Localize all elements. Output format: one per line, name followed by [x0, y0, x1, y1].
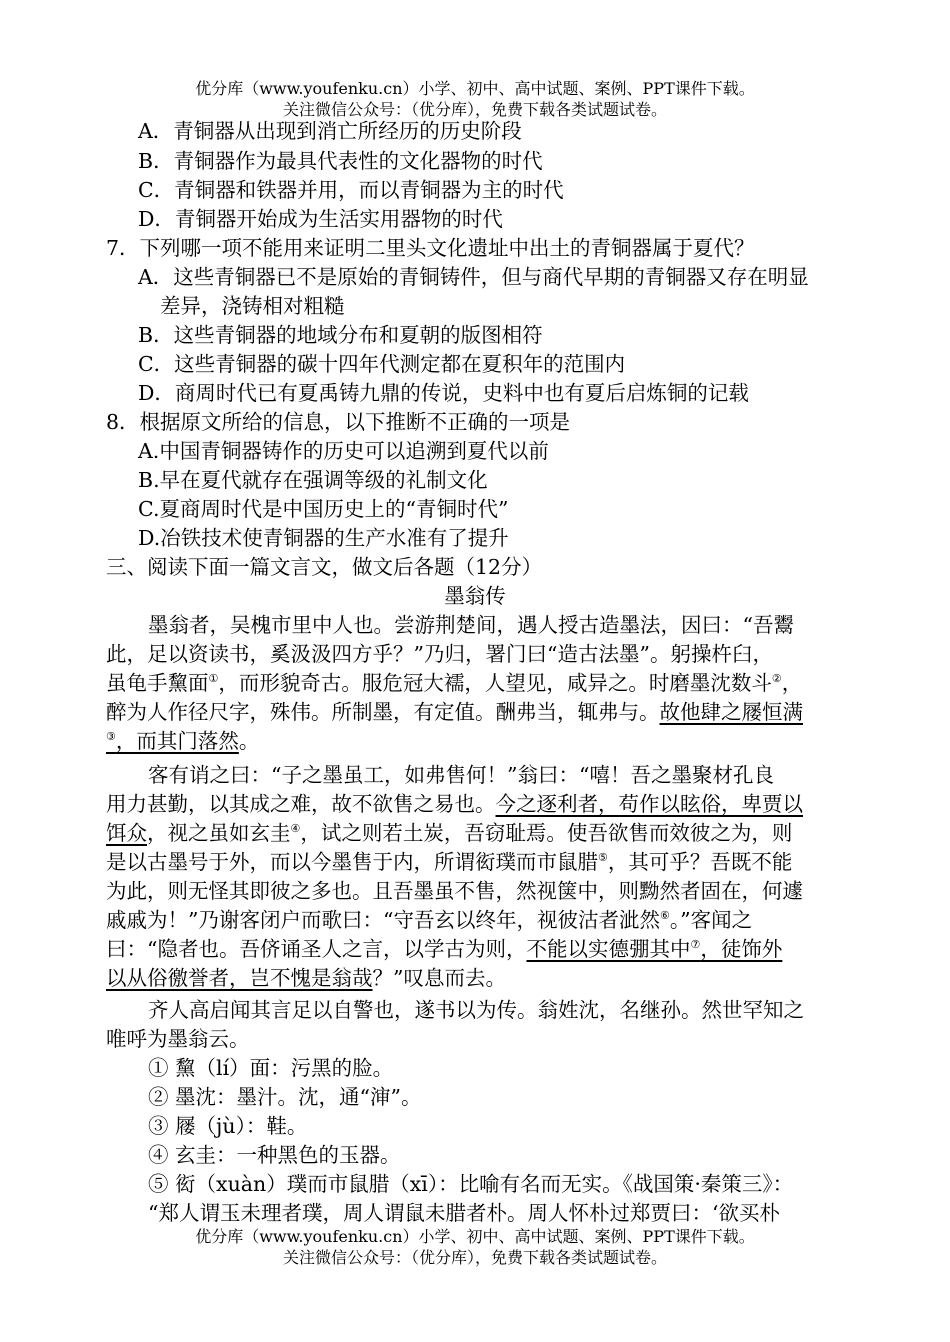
footnote-4: ④ 玄圭：一种黑色的玉器。 [148, 1143, 401, 1167]
p3-line-1: 齐人高启闻其言足以自警也，遂书以为传。翁姓沈，名继孙。然世罕知之 [148, 998, 804, 1022]
footnote-5: ⑤ 衒（xuàn）璞而市鼠腊（xī）：比喻有名而无实。《战国策·秦策三》： [148, 1172, 794, 1196]
q7-option-b: B．这些青铜器的地域分布和夏朝的版图相符 [138, 323, 543, 347]
note-ref-2: ② [771, 672, 782, 685]
footnote-5-cont: “郑人谓玉未理者璞，周人谓鼠未腊者朴。周人怀朴过郑贾曰：‘欲买朴 [148, 1201, 780, 1225]
q6-option-d: D．青铜器开始成为生活实用器物的时代 [138, 207, 503, 231]
underlined-sentence-1: 故他肆之屦恒满 [659, 700, 803, 724]
q7-option-a: A．这些青铜器已不是原始的青铜铸件，但与商代早期的青铜器又存在明显 [138, 265, 809, 289]
note-ref-7: ⑦ [690, 938, 701, 951]
section-3-heading: 三、阅读下面一篇文言文，做文后各题（12分） [106, 555, 543, 579]
q7-stem: 7．下列哪一项不能用来证明二里头文化遗址中出土的青铜器属于夏代？ [106, 236, 755, 260]
q6-option-c: C．青铜器和铁器并用，而以青铜器为主的时代 [138, 178, 564, 202]
note-ref-1: ① [208, 672, 219, 685]
q8-option-c: C.夏商周时代是中国历史上的“青铜时代” [138, 497, 509, 521]
footer-line-1: 优分库（www.youfenku.cn）小学、初中、高中试题、案例、PPT课件下载。 [195, 1227, 755, 1246]
note-ref-4: ④ [290, 822, 301, 835]
q8-option-d: D.冶铁技术使青铜器的生产水准有了提升 [138, 526, 509, 550]
footer-line-2: 关注微信公众号：（优分库），免费下载各类试题试卷。 [282, 1248, 667, 1267]
note-ref-5: ⑤ [598, 851, 608, 864]
underlined-sentence-3: 不能以实德弸其中⑦，徒饰外 [526, 937, 783, 961]
p2-line-3: 饵众，视之虽如玄圭④，试之则若土炭，吾窃耻焉。使吾欲售而效彼之为，则 [106, 821, 793, 845]
q8-option-a: A.中国青铜器铸作的历史可以追溯到夏代以前 [138, 439, 549, 463]
footnote-2: ② 墨沈：墨汁。沈，通“渖”。 [148, 1085, 422, 1109]
q7-option-a-cont: 差异，浇铸相对粗糙 [160, 294, 345, 318]
p1-line-1: 墨翁者，吴槐市里中人也。尝游荆楚间，遇人授古造墨法，因曰：“吾鬻 [148, 613, 794, 637]
p2-line-8: 以从俗徼誉者，岂不愧是翁哉？”叹息而去。 [106, 966, 506, 990]
footnote-1: ① 黧（lí）面：污黑的脸。 [148, 1056, 394, 1080]
note-ref-3: ③ [106, 730, 116, 743]
q8-stem: 8．根据原文所给的信息，以下推断不正确的一项是 [106, 410, 571, 434]
p1-line-3: 虽龟手黧面①，而形貌奇古。服危冠大襦，人望见，咸异之。时磨墨沈数斗②， [106, 671, 803, 695]
p2-line-1: 客有诮之曰：“子之墨虽工，如弗售何！”翁曰：“嘻！吾之墨聚材孔良 [148, 763, 774, 787]
q7-option-c: C．这些青铜器的碳十四年代测定都在夏积年的范围内 [138, 352, 626, 376]
header-line-1: 优分库（www.youfenku.cn）小学、初中、高中试题、案例、PPT课件下载。 [195, 79, 755, 98]
p1-line-5: ③，而其门落然。 [106, 729, 260, 753]
p1-line-4: 醉为人作径尺字，殊伟。所制墨，有定值。酬弗当，辄弗与。故他肆之屦恒满 [106, 700, 803, 724]
q8-option-b: B.早在夏代就存在强调等级的礼制文化 [138, 468, 488, 492]
footnote-3: ③ 屦（jù）：鞋。 [148, 1114, 308, 1138]
p2-line-4: 是以古墨号于外，而以今墨售于内，所谓衒璞而市鼠腊⑤，其可乎？吾既不能 [106, 850, 793, 874]
p3-line-2: 唯呼为墨翁云。 [106, 1027, 250, 1051]
p2-line-6: 戚戚为！”乃谢客闭户而歌曰：“守吾玄以终年，视彼沽者泚然⑥。”客闻之 [106, 908, 753, 932]
q6-option-a: A．青铜器从出现到消亡所经历的历史阶段 [138, 119, 522, 143]
q6-option-b: B．青铜器作为最具代表性的文化器物的时代 [138, 149, 543, 173]
note-ref-6: ⑥ [659, 909, 670, 922]
underlined-sentence-2: 今之逐利者，苟作以眩俗，卑贾以 [495, 792, 803, 816]
q7-option-d: D．商周时代已有夏禹铸九鼎的传说，史料中也有夏后启炼铜的记载 [138, 381, 749, 405]
header-line-2: 关注微信公众号：（优分库），免费下载各类试题试卷。 [282, 100, 667, 119]
essay-title: 墨翁传 [444, 584, 506, 608]
p1-line-2: 此，足以资读书，奚汲汲四方乎？”乃归，署门曰“造古法墨”。躬操杵臼， [106, 642, 773, 666]
p2-line-2: 用力甚勤，以其成之难，故不欲售之易也。今之逐利者，苟作以眩俗，卑贾以 [106, 792, 803, 816]
p2-line-5: 为此，则无怪其即彼之多也。且吾墨虽不售，然视箧中，则黝然者固在，何遽 [106, 879, 803, 903]
p2-line-7: 曰：“隐者也。吾侪诵圣人之言，以学古为则，不能以实德弸其中⑦，徒饰外 [106, 937, 783, 961]
